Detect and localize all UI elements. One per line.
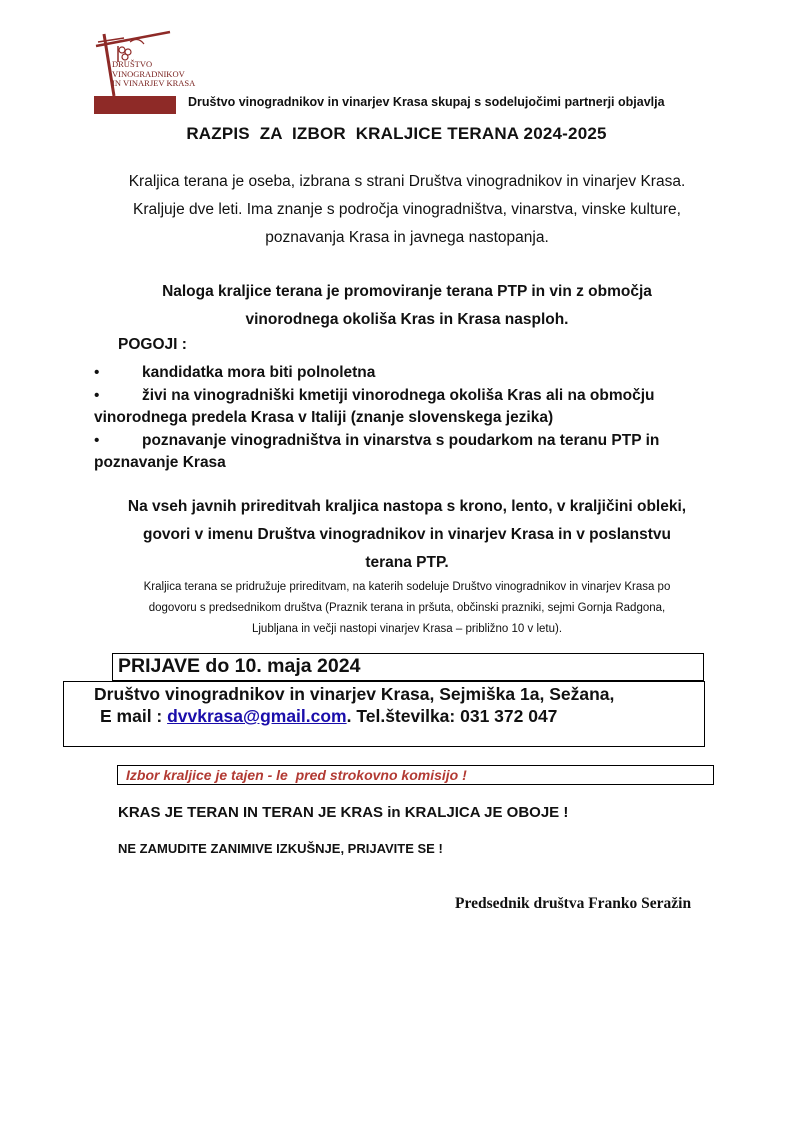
phone-text: . Tel.številka: 031 372 047 xyxy=(346,706,558,726)
intro-paragraph-line: Kraljica terana je oseba, izbrana s strani Društva vinogradnikov in vinarjev Krasa. xyxy=(128,173,686,190)
bullet-icon: • xyxy=(94,364,100,381)
bullet-icon: • xyxy=(94,386,100,404)
intro-line: Društvo vinogradnikov in vinarjev Krasa skupaj s sodelujočimi partnerji objavlja xyxy=(188,95,665,109)
list-item xyxy=(94,385,714,430)
list-item-text: poznavanje vinogradništva in vinarstva s poudarkom na teranu PTP in xyxy=(142,431,660,449)
selection-note: Izbor kraljice je tajen - le pred strokovno komisijo ! xyxy=(126,767,467,783)
list-item-continuation: vinorodnega predela Krasa v Italiji (znanje slovenskega jezika) xyxy=(94,409,554,426)
list-item-text: živi na vinogradniški kmetiji vinorodnega okoliša Kras ali na območju xyxy=(142,386,655,404)
conditions-list xyxy=(94,362,714,475)
intro-paragraph-line: poznavanja Krasa in javnega nastopanja. xyxy=(265,229,549,246)
events-paragraph-line: dogovoru s predsednikom društva (Praznik terana in pršuta, občinski prazniki, sejmi Gornja Radgona, xyxy=(148,602,666,614)
list-item-continuation: poznavanje Krasa xyxy=(94,454,226,471)
conditions-heading: POGOJI : xyxy=(118,336,187,353)
list-item xyxy=(94,430,714,475)
duties-paragraph-line: govori v imenu Društva vinogradnikov in vinarjev Krasa in v poslanstvu xyxy=(142,526,671,543)
logo-text xyxy=(112,60,195,89)
call-to-action: NE ZAMUDITE ZANIMIVE IZKUŠNJE, PRIJAVITE SE ! xyxy=(118,841,443,856)
deadline-text: PRIJAVE do 10. maja 2024 xyxy=(118,655,361,677)
events-paragraph-line: Ljubljana in večji nastopi vinarjev Krasa – približno 10 v letu). xyxy=(251,623,563,635)
events-paragraph xyxy=(94,577,720,640)
mission-paragraph xyxy=(94,278,720,334)
logo-text-line1: DRUŠTVO xyxy=(112,59,153,69)
bullet-icon: • xyxy=(94,431,100,449)
logo-text-line3: IN VINARJEV KRASA xyxy=(112,78,196,88)
mission-paragraph-line: Naloga kraljice terana je promoviranje terana PTP in vin z območja xyxy=(162,283,652,300)
email-link[interactable]: dvvkrasa@gmail.com xyxy=(167,706,347,726)
duties-paragraph-line: terana PTP. xyxy=(365,554,449,571)
duties-paragraph-line: Na vseh javnih prireditvah kraljica nastopa s krono, lento, v kraljičini obleki, xyxy=(127,498,687,515)
intro-paragraph-line: Kraljuje dve leti. Ima znanje s področja vinogradništva, vinarstva, vinske kulture, xyxy=(133,201,681,218)
duties-paragraph xyxy=(94,493,720,577)
mission-paragraph-line: vinorodnega okoliša Kras in Krasa nasploh. xyxy=(245,311,569,328)
events-paragraph-line: Kraljica terana se pridružuje prireditvam, na katerih sodeluje Društvo vinogradnikov in vinarjev Krasa po xyxy=(143,581,671,593)
signature: Predsednik društva Franko Seražin xyxy=(455,895,692,912)
intro-paragraph xyxy=(94,168,720,252)
document-title: RAZPIS ZA IZBOR KRALJICE TERANA 2024-2025 xyxy=(186,124,607,143)
list-item-text: kandidatka mora biti polnoletna xyxy=(142,364,376,381)
logo-bar xyxy=(94,96,176,114)
contact-line xyxy=(100,706,557,727)
slogan: KRAS JE TERAN IN TERAN JE KRAS in KRALJICA JE OBOJE ! xyxy=(118,804,569,821)
list-item xyxy=(94,362,714,385)
email-label: E mail : xyxy=(100,706,168,726)
logo-text-line2: VINOGRADNIKOV xyxy=(112,68,185,79)
contact-address: Društvo vinogradnikov in vinarjev Krasa, Sejmiška 1a, Sežana, xyxy=(94,684,615,704)
